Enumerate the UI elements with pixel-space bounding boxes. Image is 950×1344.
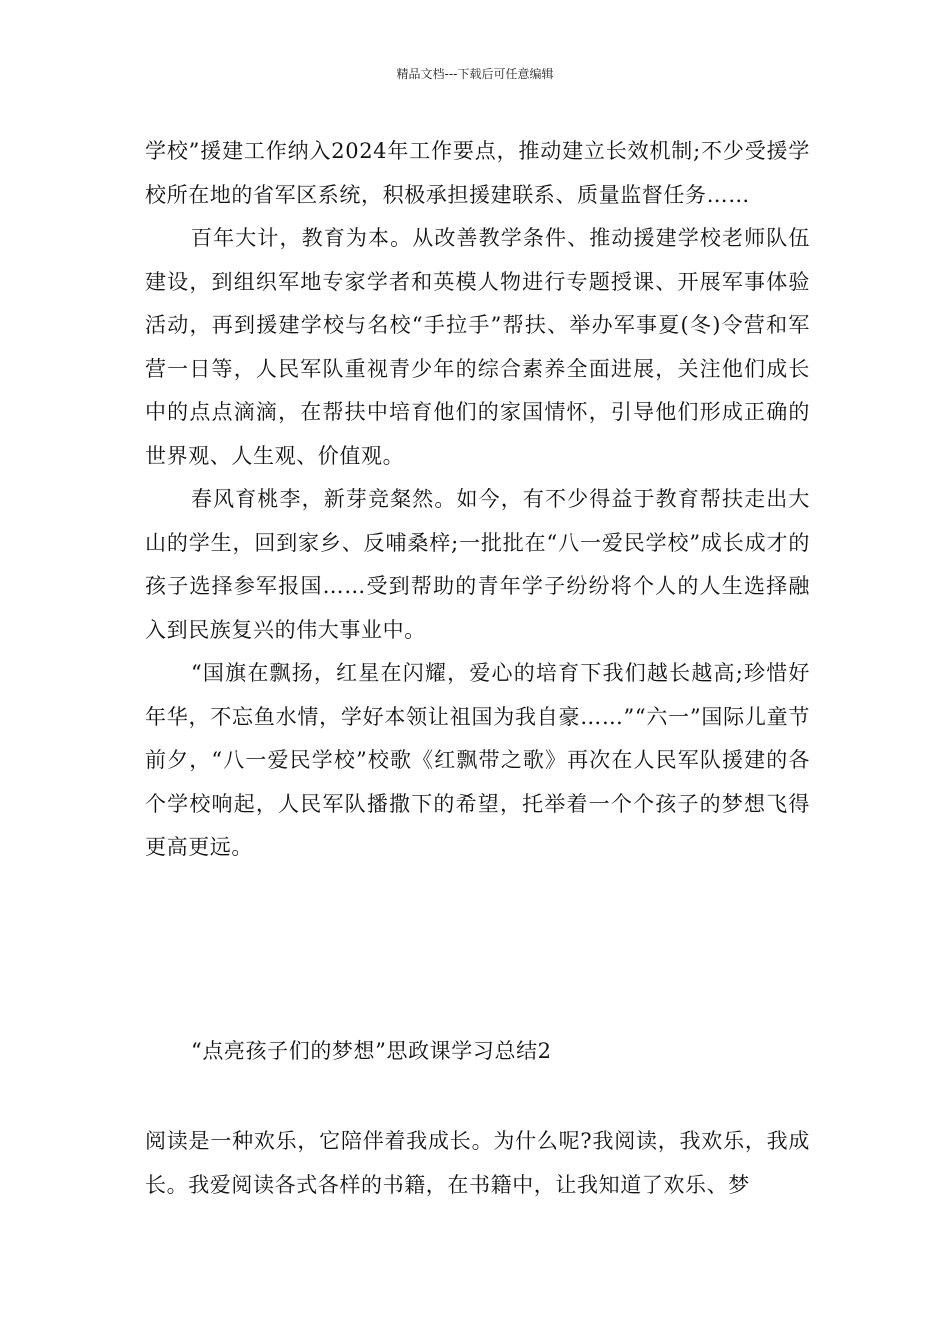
paragraph: 百年大计，教育为本。从改善教学条件、推动援建学校老师队伍建设，到组织军地专家学者和英模人物进行专题授课、开展军事体验活动，再到援建学校与名校“手拉手”帮扶、举办军事夏(冬)令营和军营一日等，人民军队重视青少年的综合素养全面进展，关注他们成长中的点点滴滴，在帮扶中培育他们的家国情怀，引导他们形成正确的世界观、人生观、价值观。 — [145, 226, 810, 468]
body-text — [145, 130, 810, 870]
paragraph-continued: 学校”援建工作纳入2024年工作要点，推动建立长效机制;不少受援学校所在地的省军区系统，积极承担援建联系、质量监督任务…… — [145, 139, 810, 207]
paragraph: 阅读是一种欢乐，它陪伴着我成长。为什么呢?我阅读，我欢乐，我成长。我爱阅读各式各样的书籍，在书籍中，让我知道了欢乐、梦 — [145, 1129, 810, 1197]
section-title: “点亮孩子们的梦想”思政课学习总结2 — [191, 1039, 552, 1063]
paragraph: 春风育桃李，新芽竞粲然。如今，有不少得益于教育帮扶走出大山的学生，回到家乡、反哺桑梓;一批批在“八一爱民学校”成长成才的孩子选择参军报国……受到帮助的青年学子纷纷将个人的人生选择融入到民族复兴的伟大事业中。 — [145, 487, 810, 642]
page-header: 精品文档---下载后可任意编辑 — [396, 67, 554, 81]
paragraph: “国旗在飘扬，红星在闪耀，爱心的培育下我们越长越高;珍惜好年华，不忘鱼水情，学好本领让祖国为我自豪……”“六一”国际儿童节前夕，“八一爱民学校”校歌《红飘带之歌》再次在人民军队援建的各个学校响起，人民军队播撒下的希望，托举着一个个孩子的梦想飞得更高更远。 — [145, 661, 810, 859]
body-text-continued — [145, 1120, 810, 1207]
